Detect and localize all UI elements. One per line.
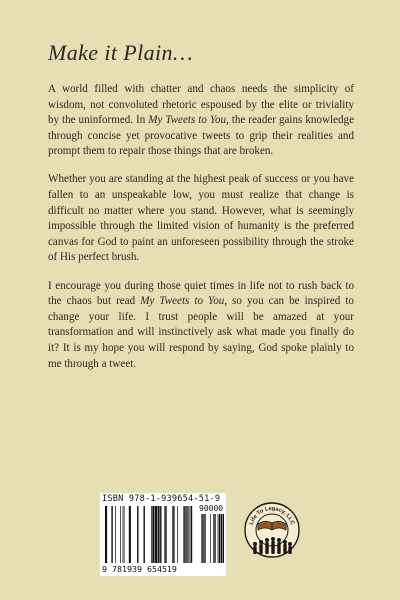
svg-text:Life To Legacy, LLC: Life To Legacy, LLC <box>248 505 296 526</box>
publisher-logo <box>239 492 305 572</box>
ean-bars <box>105 506 193 563</box>
back-cover-heading: Make it Plain… <box>48 40 193 65</box>
isbn-label: ISBN 978-1-939654-51-9 <box>102 494 221 504</box>
ean-digits: 9 781939 654519 <box>102 564 177 574</box>
publisher-logo-icon <box>239 492 305 572</box>
blurb-paragraph-1: A world filled with chatter and chaos needs the simplicity of wisdom, not convoluted rhetoric espoused by the elite or triviality by the uninformed. In My Tweets to You, the reader gains knowledge through concise yet provocative tweets to grip their realities and prompt them to repair those things that are broken. <box>48 83 354 158</box>
blurb-paragraph-2: Whether you are standing at the highest peak of success or you have fallen to an unspeakable low, you must realize that change is difficult no matter where you stand. However, what is seemingly impossible through the limited vision of humanity is the preferred canvas for God to paint an unforeseen possibility through the stroke of His perfect brush. <box>48 173 354 264</box>
blurb-paragraph-3: I encourage you during those quiet times in life not to rush back to the chaos but read My Tweets to You, so you can be inspired to change your life. I trust people will be amazed at your transformation and will instinctively ask what made you finally do it? It is my hope you will respond by saying, God spoke plainly to me through a tweet. <box>48 279 354 370</box>
addon-bars <box>195 514 224 563</box>
isbn-barcode <box>100 493 226 576</box>
blurb-text <box>48 82 354 385</box>
price-code: 90000 <box>199 504 224 513</box>
